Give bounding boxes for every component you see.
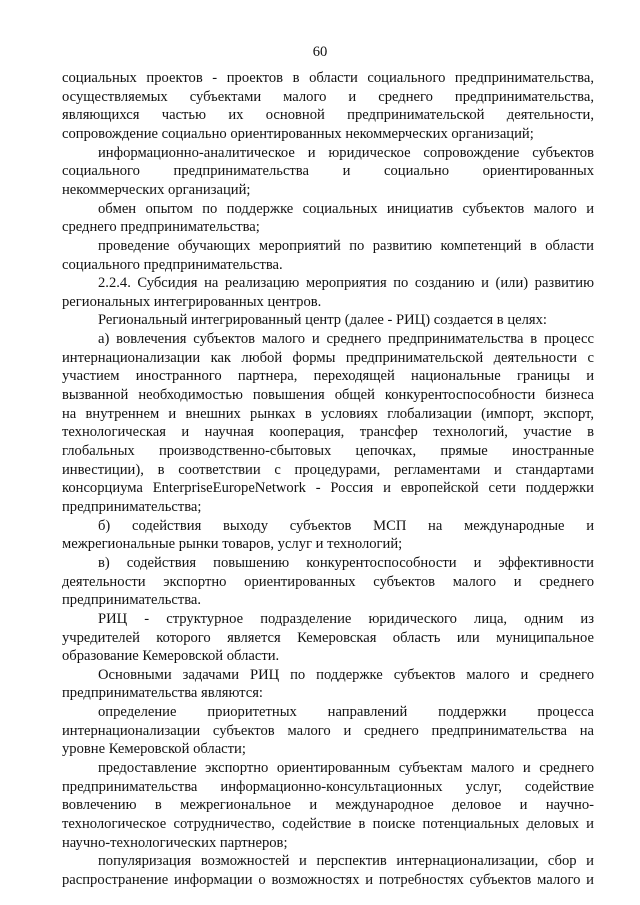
text-line: Основными задачами РИЦ по поддержке субъектов малого и среднего <box>98 666 594 683</box>
text-line: предпринимательства являются: <box>62 685 263 702</box>
text-line: определение приоритетных направлений поддержки процесса <box>98 704 594 721</box>
text-line: деятельности экспортно ориентированных субъектов малого и среднего <box>62 573 594 590</box>
text-line: образование Кемеровской области. <box>62 648 280 665</box>
text-line: Региональный интегрированный центр (далее - РИЦ) создается в целях: <box>98 312 547 329</box>
text-line: некоммерческих организаций; <box>62 181 251 198</box>
text-line: 2.2.4. Субсидия на реализацию мероприятия по созданию и (или) развитию <box>98 275 594 292</box>
text-line: на внутреннем и внешних рынках в условиях глобализации (импорт, экспорт, <box>62 405 594 422</box>
text-line: РИЦ - структурное подразделение юридического лица, одним из <box>98 610 594 627</box>
text-line: межрегиональные рынки товаров, услуг и технологий; <box>62 536 403 553</box>
text-line: являющихся частью их основной предпринимательской деятельности, <box>62 107 594 124</box>
text-line: проведение обучающих мероприятий по развитию компетенций в области <box>98 237 594 254</box>
text-line: в) содействия повышению конкурентоспособности и эффективности <box>98 554 594 571</box>
text-line: популяризация возможностей и перспектив интернационализации, сбор и <box>98 853 594 870</box>
text-line: уровне Кемеровской области; <box>62 741 246 758</box>
text-line: предпринимательства. <box>62 592 202 609</box>
text-line: инвестиции), в соответствии с процедурами, регламентами и стандартами <box>62 461 594 478</box>
text-line: среднего предпринимательства; <box>62 219 260 236</box>
text-line: научно-технологических партнеров; <box>62 834 288 851</box>
text-line: предоставление экспортно ориентированным субъектам малого и среднего <box>98 760 594 776</box>
text-line: социальных проектов - проектов в области социального предпринимательства, <box>62 70 594 86</box>
text-line: вызванной необходимостью повышения общей конкурентоспособности бизнеса <box>62 387 594 403</box>
text-line: вовлечению в межрегиональное и международное деловое и научно- <box>62 797 594 814</box>
text-line: предпринимательства информационно-консультационных услуг, содействие <box>62 778 594 795</box>
text-line: глобальных производственно-сбытовых цепочках, прямые иностранные <box>62 443 594 459</box>
text-line: а) вовлечения субъектов малого и среднего предпринимательства в процесс <box>98 331 594 348</box>
text-line: социального предпринимательства и социально ориентированных <box>62 163 594 180</box>
text-line: распространение информации о возможностях и потребностях субъектов малого и <box>62 871 594 888</box>
text-line: социального предпринимательства. <box>62 256 283 273</box>
text-line: участием иностранного партнера, переходящей национальные границы и <box>62 368 594 385</box>
text-line: информационно-аналитическое и юридическое сопровождение субъектов <box>98 144 594 161</box>
text-line: интернационализации как любой формы предпринимательской деятельности с <box>62 349 594 366</box>
text-line: технологическая и научная кооперация, трансфер технологий, участие в <box>62 424 594 441</box>
text-line: региональных интегрированных центров. <box>62 293 322 310</box>
text-line: сопровождение социально ориентированных некоммерческих организаций; <box>62 125 534 142</box>
page-number: 60 <box>312 44 328 60</box>
text-line: интернационализации субъектов малого и среднего предпринимательства на <box>62 722 594 739</box>
text-line: обмен опытом по поддержке социальных инициатив субъектов малого и <box>98 200 594 217</box>
text-line: консорциума EnterpriseEuropeNetwork - Россия и европейской сети поддержки <box>62 480 594 497</box>
text-line: предпринимательства; <box>62 498 202 515</box>
text-line: осуществляемых субъектами малого и среднего предпринимательства, <box>62 88 594 105</box>
text-line: технологическое сотрудничество, содействие в поиске потенциальных деловых и <box>62 816 594 832</box>
text-line: учредителей которого является Кемеровская область или муниципальное <box>62 629 594 646</box>
text-line: б) содействия выходу субъектов МСП на международные и <box>98 517 594 534</box>
